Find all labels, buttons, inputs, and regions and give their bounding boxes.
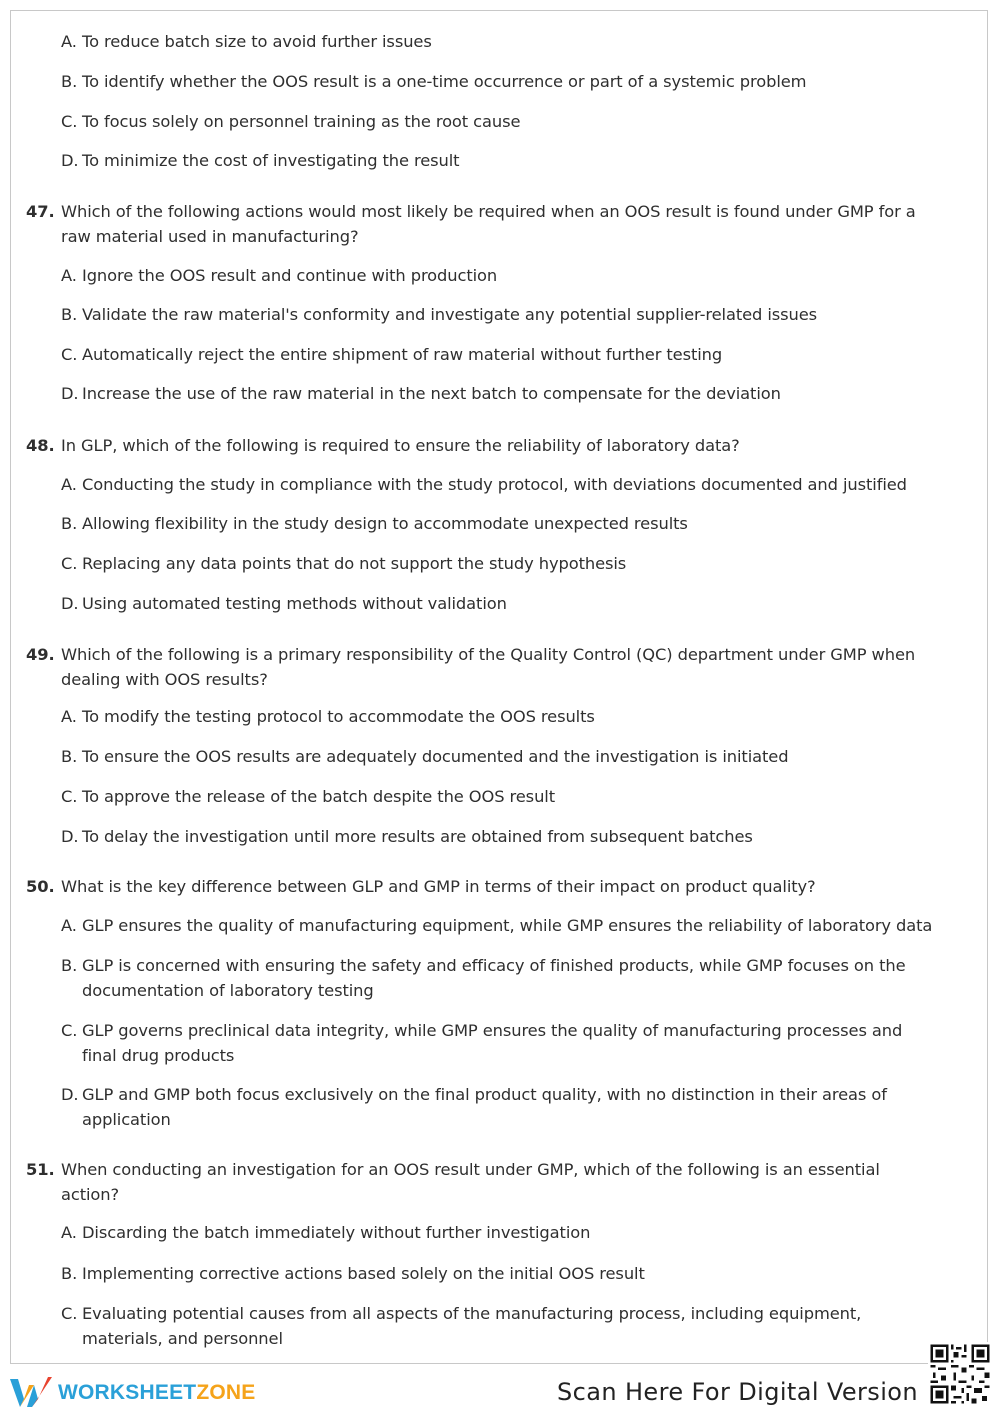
q48-option-d[interactable]: D. Using automated testing methods without validation <box>61 594 507 613</box>
qr-code-icon[interactable] <box>928 1342 992 1406</box>
q50-option-a[interactable]: A. GLP ensures the quality of manufacturing equipment, while GMP ensures the reliability of laboratory data <box>61 916 933 935</box>
q46-option-a[interactable]: A. To reduce batch size to avoid further issues <box>61 32 432 51</box>
q49-option-d[interactable]: D. To delay the investigation until more results are obtained from subsequent batches <box>61 827 753 846</box>
q49-option-c[interactable]: C. To approve the release of the batch despite the OOS result <box>61 787 555 806</box>
q47-option-b[interactable]: B. Validate the raw material's conformity and investigate any potential supplier-related issues <box>61 305 818 324</box>
q50-option-b[interactable]: B. GLP is concerned with ensuring the safety and efficacy of finished products, while GMP focuses on the documentation of laboratory testing <box>61 956 906 1000</box>
worksheet-zone-logo[interactable] <box>10 1376 255 1410</box>
q49-option-b[interactable]: B. To ensure the OOS results are adequately documented and the investigation is initiated <box>61 747 789 766</box>
q50-option-c[interactable]: C. GLP governs preclinical data integrity, while GMP ensures the quality of manufacturing processes and final drug products <box>61 1021 903 1065</box>
question-49: 49. Which of the following is a primary responsibility of the Quality Control (QC) department under GMP when dealing with OOS results? <box>26 645 916 689</box>
q48-option-c[interactable]: C. Replacing any data points that do not support the study hypothesis <box>61 554 627 573</box>
q47-option-a[interactable]: A. Ignore the OOS result and continue with production <box>61 266 498 285</box>
question-50: 50. What is the key difference between GLP and GMP in terms of their impact on product quality? <box>26 877 816 896</box>
q46-option-c[interactable]: C. To focus solely on personnel training as the root cause <box>61 112 521 131</box>
q51-option-b[interactable]: B. Implementing corrective actions based solely on the initial OOS result <box>61 1264 645 1283</box>
q51-option-c[interactable]: C. Evaluating potential causes from all aspects of the manufacturing process, including equipment, materials, and personnel <box>61 1304 862 1348</box>
logo-text: WORKSHEETZONE <box>58 1381 256 1404</box>
question-51: 51. When conducting an investigation for an OOS result under GMP, which of the following is an essential action? <box>26 1160 880 1204</box>
q49-option-a[interactable]: A. To modify the testing protocol to accommodate the OOS results <box>61 707 595 726</box>
q46-option-b[interactable]: B. To identify whether the OOS result is a one-time occurrence or part of a systemic problem <box>61 72 807 91</box>
question-47: 47. Which of the following actions would most likely be required when an OOS result is found under GMP for a raw material used in manufacturing? <box>26 202 916 246</box>
q47-option-c[interactable]: C. Automatically reject the entire shipment of raw material without further testing <box>61 345 723 364</box>
scan-caption: Scan Here For Digital Version <box>557 1378 918 1406</box>
q50-option-d[interactable]: D. GLP and GMP both focus exclusively on the final product quality, with no distinction in their areas of application <box>61 1085 887 1129</box>
q47-option-d[interactable]: D. Increase the use of the raw material in the next batch to compensate for the deviation <box>61 384 781 403</box>
question-48: 48. In GLP, which of the following is required to ensure the reliability of laboratory data? <box>26 436 740 455</box>
q51-option-a[interactable]: A. Discarding the batch immediately without further investigation <box>61 1223 591 1242</box>
logo-w-icon <box>10 1377 52 1409</box>
q48-option-a[interactable]: A. Conducting the study in compliance with the study protocol, with deviations documented and justified <box>61 475 907 494</box>
q46-option-d[interactable]: D. To minimize the cost of investigating the result <box>61 151 460 170</box>
q48-option-b[interactable]: B. Allowing flexibility in the study design to accommodate unexpected results <box>61 514 688 533</box>
